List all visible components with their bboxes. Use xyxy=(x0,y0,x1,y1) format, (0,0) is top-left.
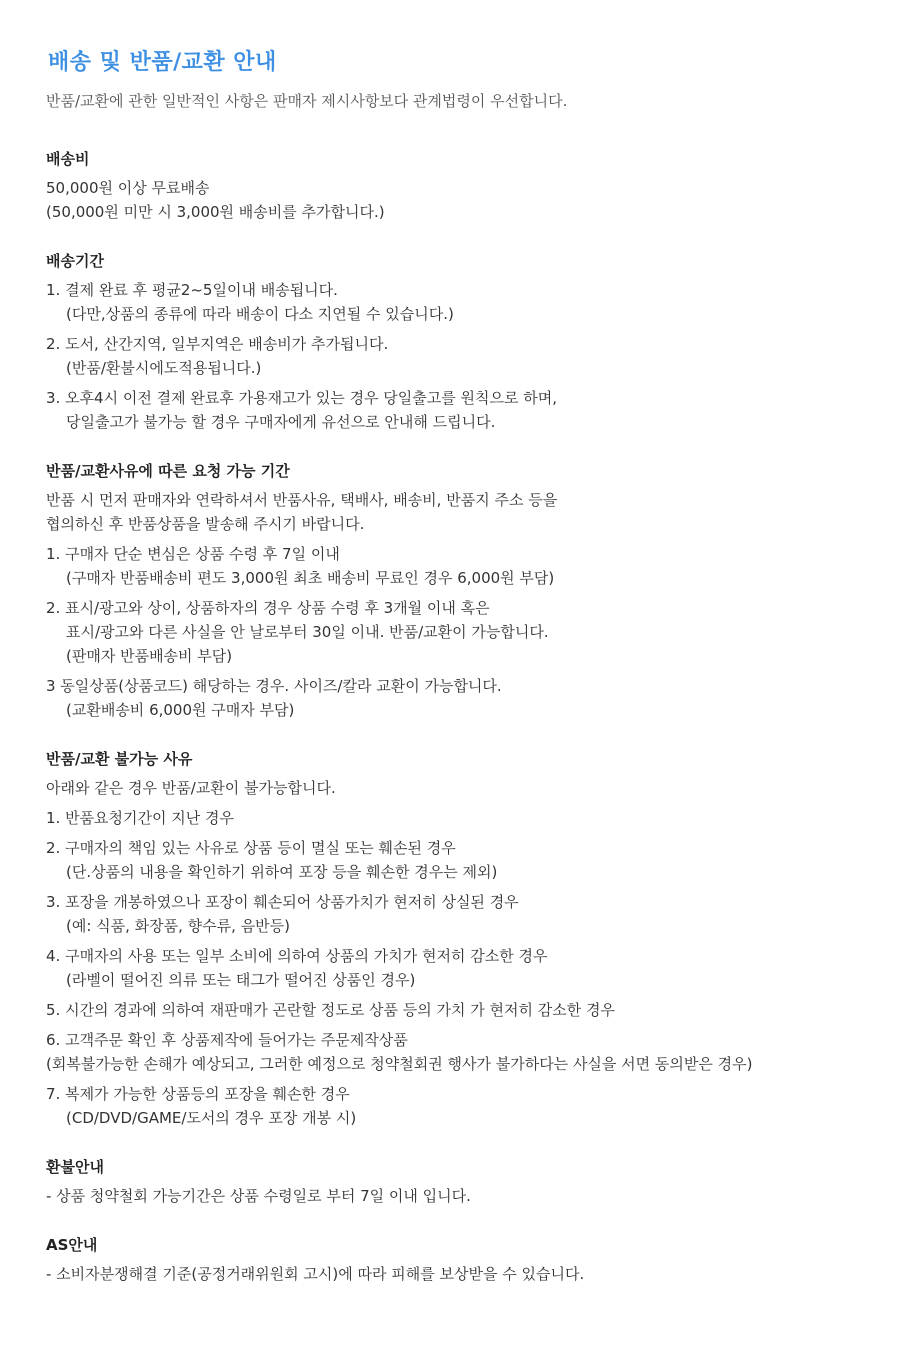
list-item-text: 5. 시간의 경과에 의하여 재판매가 곤란할 정도로 상품 등의 가치 가 현저히 감소한 경우 xyxy=(46,1001,615,1019)
list-item xyxy=(46,998,876,1022)
list-item-note: (구매자 반품배송비 편도 3,000원 최초 배송비 무료인 경우 6,000원 부담) xyxy=(66,569,555,587)
list-item xyxy=(46,386,876,434)
as-line: - 소비자분쟁해결 기준(공정거래위원회 고시)에 따라 피해를 보상받을 수 있습니다. xyxy=(46,1265,585,1283)
return-period-intro xyxy=(46,488,876,536)
list-item-text: 2. 도서, 산간지역, 일부지역은 배송비가 추가됩니다. xyxy=(46,335,389,353)
list-item-text: 7. 복제가 가능한 상품등의 포장을 훼손한 경우 xyxy=(46,1085,350,1103)
shipping-period-heading: 배송기간 xyxy=(46,252,104,270)
shipping-fee-section xyxy=(46,148,876,224)
intro-line: 반품 시 먼저 판매자와 연락하셔서 반품사유, 택배사, 배송비, 반품지 주소 등을 xyxy=(46,491,558,509)
list-item xyxy=(46,674,876,722)
shipping-return-guide xyxy=(46,48,876,1312)
shipping-fee-heading: 배송비 xyxy=(46,150,90,168)
list-item-text: 3. 포장을 개봉하였으나 포장이 훼손되어 상품가치가 현저히 상실된 경우 xyxy=(46,893,519,911)
list-item-note: (예: 식품, 화장품, 향수류, 음반등) xyxy=(66,917,291,935)
list-item-text: 1. 결제 완료 후 평균2~5일이내 배송됩니다. xyxy=(46,281,338,299)
list-item-note: 당일출고가 불가능 할 경우 구매자에게 유선으로 안내해 드립니다. xyxy=(66,413,496,431)
list-item-text: 3 동일상품(상품코드) 해당하는 경우. 사이즈/칼라 교환이 가능합니다. xyxy=(46,677,502,695)
list-item xyxy=(46,278,876,326)
list-item-text: 6. 고객주문 확인 후 상품제작에 들어가는 주문제작상품 xyxy=(46,1031,408,1049)
return-period-heading: 반품/교환사유에 따른 요청 가능 기간 xyxy=(46,462,290,480)
refund-section xyxy=(46,1156,876,1208)
as-section xyxy=(46,1234,876,1286)
list-item-note: (판매자 반품배송비 부담) xyxy=(66,647,233,665)
list-item-note: (단.상품의 내용을 확인하기 위하여 포장 등을 훼손한 경우는 제외) xyxy=(66,863,498,881)
refund-line: - 상품 청약철회 가능기간은 상품 수령일로 부터 7일 이내 입니다. xyxy=(46,1187,471,1205)
list-item-note: (CD/DVD/GAME/도서의 경우 포장 개봉 시) xyxy=(66,1109,357,1127)
list-item-text: 2. 구매자의 책임 있는 사유로 상품 등이 멸실 또는 훼손된 경우 xyxy=(46,839,456,857)
list-item xyxy=(46,596,876,668)
list-item-text: 1. 반품요청기간이 지난 경우 xyxy=(46,809,235,827)
return-period-section xyxy=(46,460,876,722)
not-allowed-heading: 반품/교환 불가능 사유 xyxy=(46,750,193,768)
list-item xyxy=(46,332,876,380)
list-item xyxy=(46,1028,876,1076)
list-item xyxy=(46,1082,876,1130)
list-item-text: 1. 구매자 단순 변심은 상품 수령 후 7일 이내 xyxy=(46,545,340,563)
list-item xyxy=(46,944,876,992)
shipping-fee-line: (50,000원 미만 시 3,000원 배송비를 추가합니다.) xyxy=(46,203,385,221)
list-item xyxy=(46,806,876,830)
list-item xyxy=(46,836,876,884)
shipping-fee-line: 50,000원 이상 무료배송 xyxy=(46,179,210,197)
intro-line: 협의하신 후 반품상품을 발송해 주시기 바랍니다. xyxy=(46,515,365,533)
list-item-note: (교환배송비 6,000원 구매자 부담) xyxy=(66,701,295,719)
not-allowed-section xyxy=(46,748,876,1130)
page-title: 배송 및 반품/교환 안내 xyxy=(48,50,277,75)
list-item xyxy=(46,890,876,938)
list-item-note: (라벨이 떨어진 의류 또는 태그가 떨어진 상품인 경우) xyxy=(66,971,416,989)
as-heading: AS안내 xyxy=(46,1236,98,1254)
shipping-period-section xyxy=(46,250,876,434)
list-item-note: (다만,상품의 종류에 따라 배송이 다소 지연될 수 있습니다.) xyxy=(66,305,454,323)
page-subtitle: 반품/교환에 관한 일반적인 사항은 판매자 제시사항보다 관계법령이 우선합니다. xyxy=(46,92,568,110)
list-item-text: 2. 표시/광고와 상이, 상품하자의 경우 상품 수령 후 3개월 이내 혹은 xyxy=(46,599,490,617)
list-item-note: (반품/환불시에도적용됩니다.) xyxy=(66,359,262,377)
list-item-note: (회복불가능한 손해가 예상되고, 그러한 예정으로 청약철회권 행사가 불가하다는 사실을 서면 동의받은 경우) xyxy=(46,1055,753,1073)
not-allowed-intro: 아래와 같은 경우 반품/교환이 불가능합니다. xyxy=(46,779,336,797)
list-item-text: 3. 오후4시 이전 결제 완료후 가용재고가 있는 경우 당일출고를 원칙으로 하며, xyxy=(46,389,558,407)
list-item xyxy=(46,542,876,590)
list-item-note: 표시/광고와 다른 사실을 안 날로부터 30일 이내. 반품/교환이 가능합니다. xyxy=(66,623,549,641)
list-item-text: 4. 구매자의 사용 또는 일부 소비에 의하여 상품의 가치가 현저히 감소한 경우 xyxy=(46,947,548,965)
refund-heading: 환불안내 xyxy=(46,1158,104,1176)
